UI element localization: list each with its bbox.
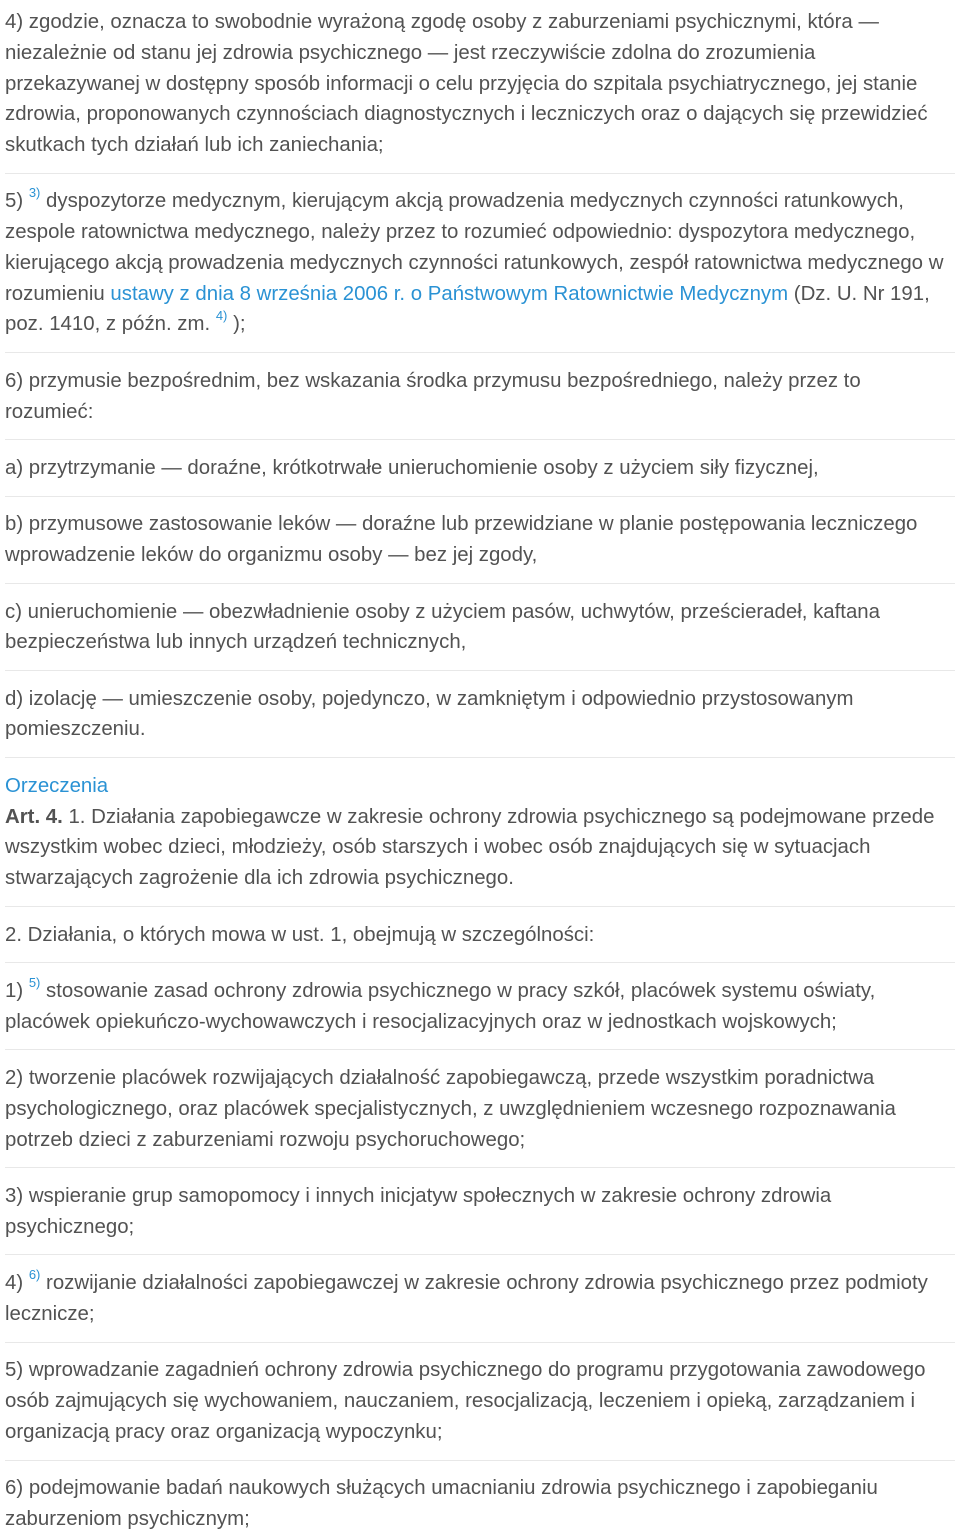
law-link[interactable]: ustawy z dnia 8 września 2006 r. o Państwowym Ratownictwie Medycznym xyxy=(110,282,789,305)
article-4-section-2 xyxy=(5,920,955,964)
sub-item-c-text: c) unieruchomienie — obezwładnienie osoby z użyciem pasów, uchwytów, prześcieradeł, kaftana bezpieczeństwa lub innych urządzeń technicznych, xyxy=(5,600,880,654)
point-number: 1) xyxy=(5,979,24,1002)
article-4-point-3 xyxy=(5,1181,955,1256)
footnote-ref-5[interactable] xyxy=(29,975,41,990)
rulings-link[interactable]: Orzeczenia xyxy=(5,774,109,797)
definition-item-4-text: 4) zgodzie, oznacza to swobodnie wyrażoną zgodę osoby z zaburzeniami psychicznymi, która — niezależnie od stanu jej zdrowia psychicznego — jest rzeczywiście zdolna do zrozumienia przekazywanej w dostępny sposób informacji o celu przyjęcia do szpitala psychiatrycznego, jej stanie zdrowia, proponowanych czynnościach diagnostycznych i leczniczych oraz o dających się przewidzieć skutkach tych działań lub ich zaniechania; xyxy=(5,11,928,156)
point-number: 3) xyxy=(5,1184,24,1207)
sub-item-a-text: a) przytrzymanie — doraźne, krótkotrwałe unieruchomienie osoby z użyciem siły fizycznej, xyxy=(5,456,819,479)
point-text: stosowanie zasad ochrony zdrowia psychicznego w pracy szkół, placówek systemu oświaty, placówek opiekuńczo-wychowawczych i resocjalizacyjnych oraz w jednostkach wojskowych; xyxy=(5,979,876,1033)
point-text: rozwijanie działalności zapobiegawczej w zakresie ochrony zdrowia psychicznego przez podmioty lecznicze; xyxy=(5,1272,928,1325)
footnote-ref-3[interactable] xyxy=(29,185,41,200)
footnote-link-6[interactable]: 6) xyxy=(28,1267,41,1283)
point-number: 6) xyxy=(5,1477,24,1500)
law-citation-text: (Dz. U. Nr 191, poz. 1410, z późn. zm. xyxy=(5,282,930,336)
point-text: wprowadzanie zagadnień ochrony zdrowia psychicznego do programu przygotowania zawodowego osób zajmujących się wychowaniem, nauczaniem, resocjalizacją, leczeniem i opieką, zarządzaniem i organizacją pracy oraz organizacją wypoczynku; xyxy=(5,1359,926,1443)
point-text: wspieranie grup samopomocy i innych inicjatyw społecznych w zakresie ochrony zdrowia psychicznego; xyxy=(5,1184,832,1238)
definition-item-6-text: 6) przymusie bezpośrednim, bez wskazania środka przymusu bezpośredniego, należy przez to rozumieć: xyxy=(5,369,861,423)
footnote-ref-4[interactable] xyxy=(216,308,228,323)
sub-item-c xyxy=(5,597,955,672)
article-4-point-1 xyxy=(5,976,955,1051)
article-4-block xyxy=(5,771,955,907)
article-4-point-2 xyxy=(5,1063,955,1168)
footnote-link-3[interactable]: 3) xyxy=(28,185,41,201)
sub-item-a xyxy=(5,453,955,497)
sub-item-b xyxy=(5,509,955,584)
item-number: 5) xyxy=(5,190,24,213)
definition-item-4 xyxy=(5,7,955,174)
closing-text: ); xyxy=(233,313,246,336)
sub-item-d xyxy=(5,684,955,759)
sub-item-b-text: b) przymusowe zastosowanie leków — doraźne lub przewidziane w planie postępowania leczniczego wprowadzenie leków do organizmu osoby — bez jej zgody, xyxy=(5,513,918,567)
definition-item-6 xyxy=(5,366,955,441)
footnote-link-4[interactable]: 4) xyxy=(215,308,228,324)
point-text: podejmowanie badań naukowych służących umacnianiu zdrowia psychicznego i zapobieganiu zaburzeniom psychicznym; xyxy=(5,1477,878,1530)
article-4-section-1-text: 1. Działania zapobiegawcze w zakresie ochrony zdrowia psychicznego są podejmowane przede wszystkim wobec dzieci, młodzieży, osób starszych i wobec osób znajdujących się w sytuacjach stwarzających zagrożenie dla ich zdrowia psychicznego. xyxy=(5,805,935,890)
footnote-link-5[interactable]: 5) xyxy=(28,974,41,990)
footnote-ref-6[interactable] xyxy=(29,1267,41,1282)
article-4-heading: Art. 4. xyxy=(5,805,63,828)
rulings-row xyxy=(5,771,955,802)
article-4-point-5 xyxy=(5,1355,955,1460)
point-text: tworzenie placówek rozwijających działalność zapobiegawczą, przede wszystkim poradnictwa psychologicznego, oraz placówek specjalistycznych, z uwzględnieniem wczesnego rozpoznawania potrzeb dzieci z zaburzeniami rozwoju psychoruchowego; xyxy=(5,1067,896,1151)
article-4-section-1 xyxy=(5,802,955,894)
article-4-point-4 xyxy=(5,1268,955,1343)
sub-item-d-text: d) izolację — umieszczenie osoby, pojedynczo, w zamkniętym i odpowiednio przystosowanym pomieszczeniu. xyxy=(5,687,854,741)
definition-item-5 xyxy=(5,186,955,353)
point-number: 2) xyxy=(5,1067,24,1090)
definition-item-5-text: dyspozytorze medycznym, kierującym akcją prowadzenia medycznych czynności ratunkowych, zespole ratownictwa medycznego, należy przez to rozumieć odpowiednio: dyspozytora medycznego, kierującego akcją prowadzenia medycznych czynności ratunkowych, zespół ratownictwa medycznego w rozumieniu xyxy=(5,190,944,305)
point-number: 5) xyxy=(5,1359,24,1382)
article-4-section-2-text: 2. Działania, o których mowa w ust. 1, obejmują w szczególności: xyxy=(5,923,595,946)
point-number: 4) xyxy=(5,1272,24,1295)
article-4-point-6 xyxy=(5,1473,955,1532)
